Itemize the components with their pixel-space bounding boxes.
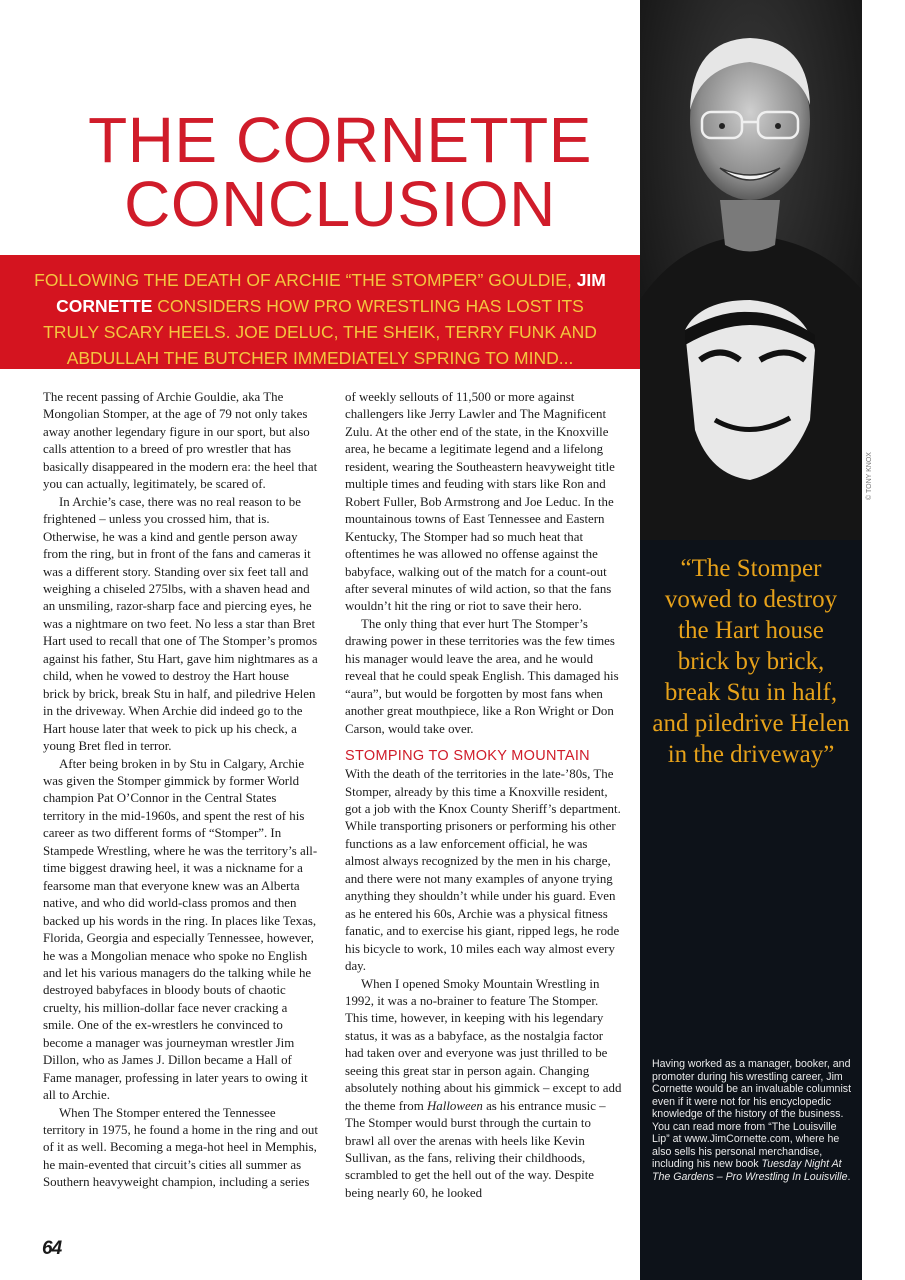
photo-credit: © TONY KNOX	[866, 452, 873, 500]
subheading: STOMPING TO SMOKY MOUNTAIN	[345, 748, 590, 765]
paragraph-4	[43, 1105, 318, 1192]
paragraph-7	[345, 976, 623, 1203]
author-portrait-illustration	[640, 0, 862, 540]
article-column-2	[345, 389, 623, 1202]
article-column-1	[43, 389, 318, 1192]
standfirst-text	[30, 267, 610, 371]
author-photo	[640, 0, 862, 540]
standfirst-author: JIM CORNETTE	[56, 270, 606, 316]
paragraph-6: With the death of the territories in the late-’80s, The Stomper, already by this time a Knoxville resident, got a job with the Knox County Sheriff’s department. While transporting prisoners or performing his other functions as a law enforcement official, he was almost always recognized by the men in his charge, and there were not many examples of anyone trying anything they shouldn’t while under his guard. Even as he entered his 60s, Archie was a physical fitness fanatic, and to exercise his giant, ripped legs, he rode his bicycle to work, 10 miles each way almost every day.	[345, 767, 621, 974]
bio-text: Having worked as a manager, booker, and promoter during his wrestling career, Jim Cornette would be an invaluable columnist even if it were not for his encyclopedic knowledge of the history of the business. You can read more from “The Louisville Lip” at www.JimCornette.com, where he also sells his personal merchandise, including his new book	[652, 1058, 852, 1170]
standfirst-lead: FOLLOWING THE DEATH OF ARCHIE “THE STOMPER” GOULDIE,	[34, 270, 577, 290]
title-line-1: THE CORNETTE	[88, 104, 592, 176]
paragraph-7-rest: as his entrance music – The Stomper would burst through the curtain to brawl all over the arenas with heels like Kevin Sullivan, as the fans, reliving their childhoods, scrambled to get the hell out of the way. Despite being nearly 60, he looked	[345, 1098, 606, 1200]
pull-quote: “The Stomper vowed to destroy the Hart house brick by brick, break Stu in half, and piledrive Helen in the driveway”	[652, 555, 850, 768]
page-number: 64	[42, 1238, 62, 1259]
paragraph-3: After being broken in by Stu in Calgary, Archie was given the Stomper gimmick by former World champion Pat O’Connor in the Central States territory in the mid-1960s, and spent the rest of his career as two different forms of “Stomper”. In Stampede Wrestling, where he was the territory’s all-time biggest drawing heel, it was a nickname for a fearsome man that everyone knew was an Alberta native, and who did world-class promos and then backed up his words in the ring. In places like Texas, Florida, Georgia and especially Tennessee, however, he was a Mongolian menace who spoke no English and let his various managers do the talking while he destroyed babyfaces in bloody bouts of chaotic cruelty, his million-dollar face never cracking a smile. One of the ex-wrestlers he convinced to become a manager was journeyman wrestler Jim Dillon, who as James J. Dillon became a Hall of Fame manager, professing in later years to owing it all to Archie.	[43, 756, 318, 1103]
paragraph-7-lead: When I opened Smoky Mountain Wrestling in 1992, it was a no-brainer to feature The Stomper. This time, however, in keeping with his legendary status, it was as a babyface, as the nostalgia factor had taken over and everyone was just thrilled to be seeing this great star in person again. Changing absolutely nothing about his gimmick – except to add the theme from	[345, 976, 622, 1113]
halloween-title: Halloween	[426, 1098, 483, 1113]
author-bio	[652, 1058, 852, 1183]
bio-end: .	[847, 1170, 851, 1183]
standfirst-banner	[0, 255, 640, 369]
paragraph-4-continued: of weekly sellouts of 11,500 or more against challengers like Jerry Lawler and The Magnificent Zulu. At the other end of the state, in the Knoxville area, he became a legitimate legend and a lifelong resident, wearing the Southeastern heavyweight title multiple times and feuding with stars like Ron and Robert Fuller, Bob Armstrong and Joe Leduc. In the mountainous towns of East Tennessee and Eastern Kentucky, The Stomper had so much heat that oftentimes he was allowed no offense against the babyface, walking out of the match for a count-out after several minutes of wild action, so that the fans wouldn’t hit the ring or riot to save their hero.	[345, 390, 615, 614]
book-title: Tuesday Night At The Gardens – Pro Wrestling In Louisville	[652, 1158, 848, 1183]
paragraph-5: The only thing that ever hurt The Stomper’s drawing power in these territories was the few times his manager would leave the area, and he would reveal that he could speak English. This damaged his “aura”, but would be forgotten by most fans when another great mouthpiece, like a Ron Wright or Don Carson, would take over.	[345, 616, 619, 736]
paragraph-4-text: When The Stomper entered the Tennessee territory in 1975, he found a home in the ring and out of it as well. Becoming a mega-hot heel in Memphis, he main-evented that circuit’s cities all summer as Southern heavyweight champion, including a series	[43, 1105, 318, 1190]
article-title	[40, 104, 640, 240]
title-line-2: CONCLUSION	[124, 168, 556, 240]
standfirst-rest: CONSIDERS HOW PRO WRESTLING HAS LOST ITS TRULY SCARY HEELS. JOE DELUC, THE SHEIK, TERRY FUNK AND ABDULLAH THE BUTCHER IMMEDIATELY SPRING TO MIND...	[43, 296, 597, 368]
paragraph-2: In Archie’s case, there was no real reason to be frightened – unless you crossed him, that is. Otherwise, he was a kind and gentle person away from the ring, but in front of the fans and cameras it was a different story. Standing over six feet tall and weighing a chiseled 275lbs, with a shaven head and an unsmiling, razor-sharp face and piercing eyes, he was a nightmare on two feet. No less a star than Bret Hart used to recall that one of The Stomper’s promos against his father, Stu Hart, gave him nightmares as a child, when he vowed to destroy the Hart house brick by brick, break Stu in half, and piledrive Helen in the driveway. When Archie did indeed go to the Hart house later that week to pick up his check, a young Bret fled in terror.	[43, 494, 318, 754]
paragraph-1: The recent passing of Archie Gouldie, aka The Mongolian Stomper, at the age of 79 not only takes away another legendary figure in our sport, but also calls attention to a breed of pro wrestler that has basically disappeared in the modern era: the heel that you can actually, legitimately, be scared of.	[43, 390, 318, 492]
